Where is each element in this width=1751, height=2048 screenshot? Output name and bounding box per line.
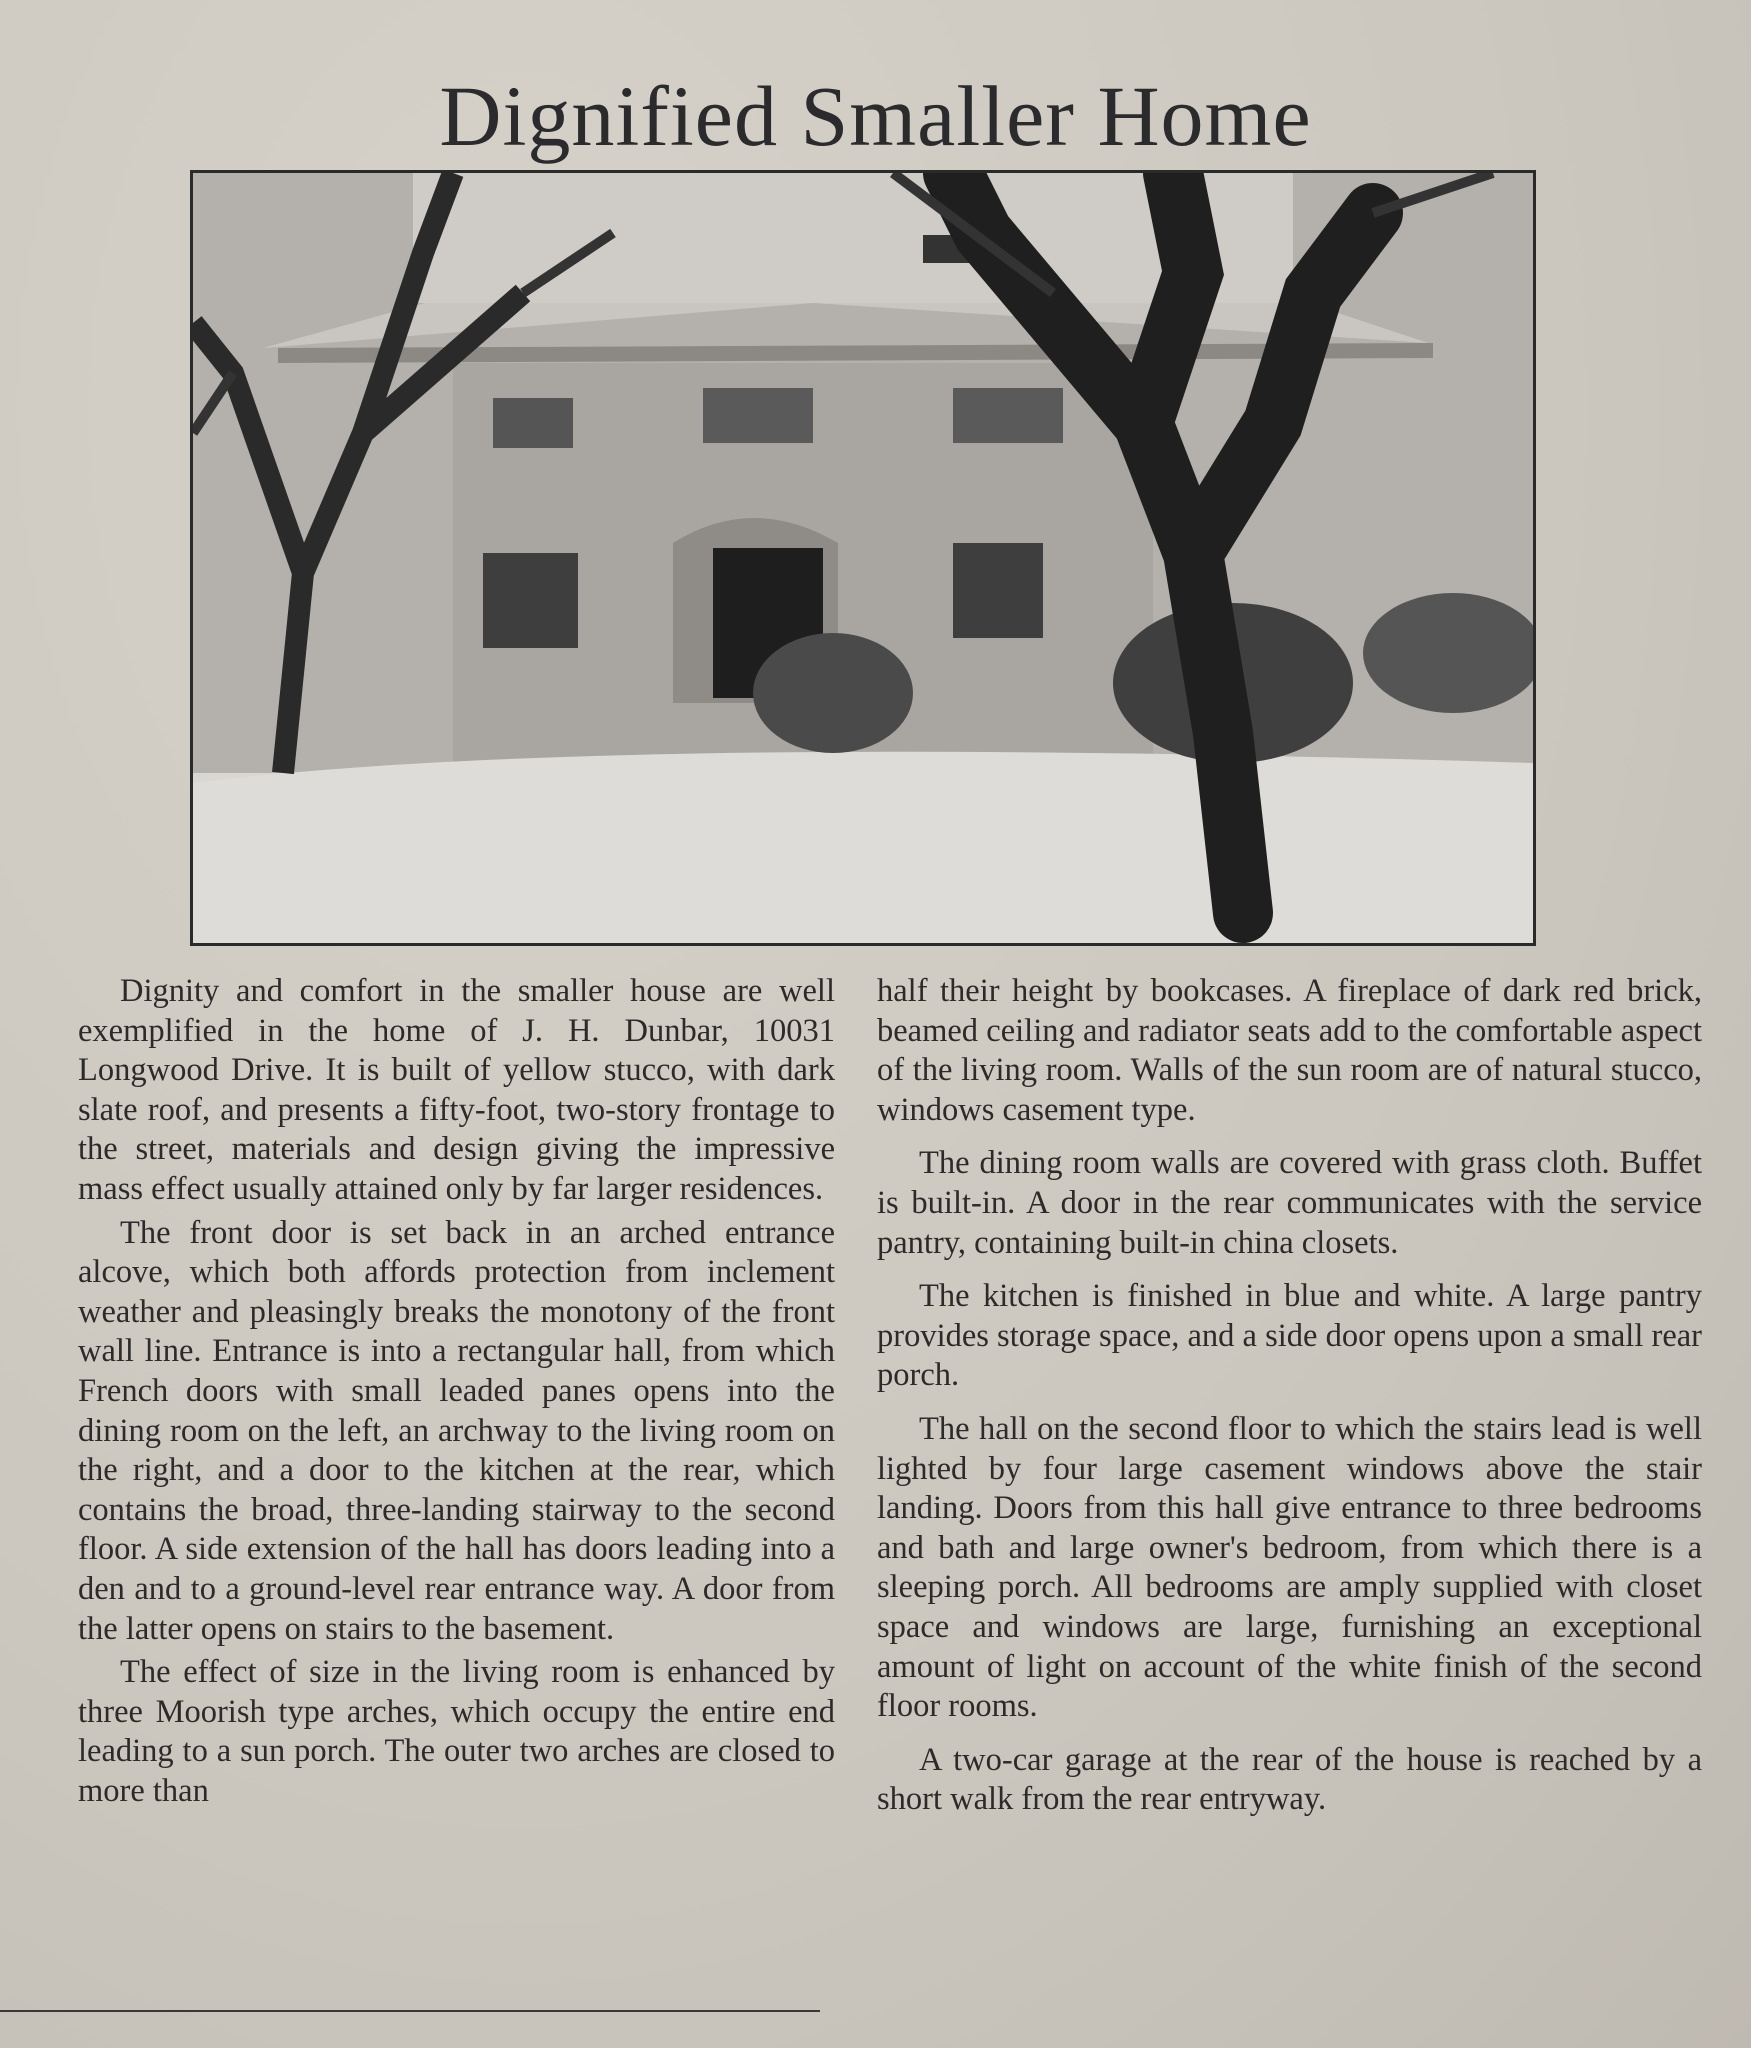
article-paragraph: The front door is set back in an arched entrance alcove, which both affords protection from inclement weather and pleasingly breaks the monotony of the front wall line. Entrance is into a rectangular hall, from which French doors with small leaded panes opens into the dining room on the left, an archway to the living room on the right, and a door to the kitchen at the rear, which contains the broad, three-landing stairway to the second floor. A side extension of the hall has doors leading into a den and to a ground-level rear entrance way. A door from the latter opens on stairs to the basement. (78, 1214, 835, 1647)
bottom-rule-divider (0, 2010, 820, 2012)
article-column-left (78, 972, 835, 1811)
house-photo-illustration (193, 173, 1533, 943)
article-column-right (877, 972, 1702, 1820)
article-paragraph: A two-car garage at the rear of the house is reached by a short walk from the rear entryway. (877, 1741, 1702, 1818)
article-paragraph: The hall on the second floor to which the stairs lead is well lighted by four large casement windows above the stair landing. Doors from this hall give entrance to three bedrooms and bath and large owner's bedroom, from which there is a sleeping porch. All bedrooms are amply supplied with closet space and windows are large, furnishing an exceptional amount of light on account of the white finish of the second floor rooms. (877, 1410, 1702, 1725)
article-title: Dignified Smaller Home (439, 67, 1312, 164)
article-paragraph: The effect of size in the living room is enhanced by three Moorish type arches, which occupy the entire end leading to a sun porch. The outer two arches are closed to more than (78, 1654, 835, 1809)
article-paragraph: half their height by bookcases. A fireplace of dark red brick, beamed ceiling and radiator seats add to the comfortable aspect of the living room. Walls of the sun room are of natural stucco, windows casement type. (877, 973, 1702, 1128)
article-paragraph: The dining room walls are covered with grass cloth. Buffet is built-in. A door in the rear communicates with the service pantry, containing built-in china closets. (877, 1145, 1702, 1261)
house-photo (190, 170, 1536, 946)
article-paragraph: Dignity and comfort in the smaller house are well exemplified in the home of J. H. Dunbar, 10031 Longwood Drive. It is built of yellow stucco, with dark slate roof, and presents a fifty-foot, two-story frontage to the street, materials and design giving the impressive mass effect usually attained only by far larger residences. (78, 973, 835, 1207)
article-paragraph: The kitchen is finished in blue and white. A large pantry provides storage space, and a side door opens upon a small rear porch. (877, 1278, 1702, 1394)
